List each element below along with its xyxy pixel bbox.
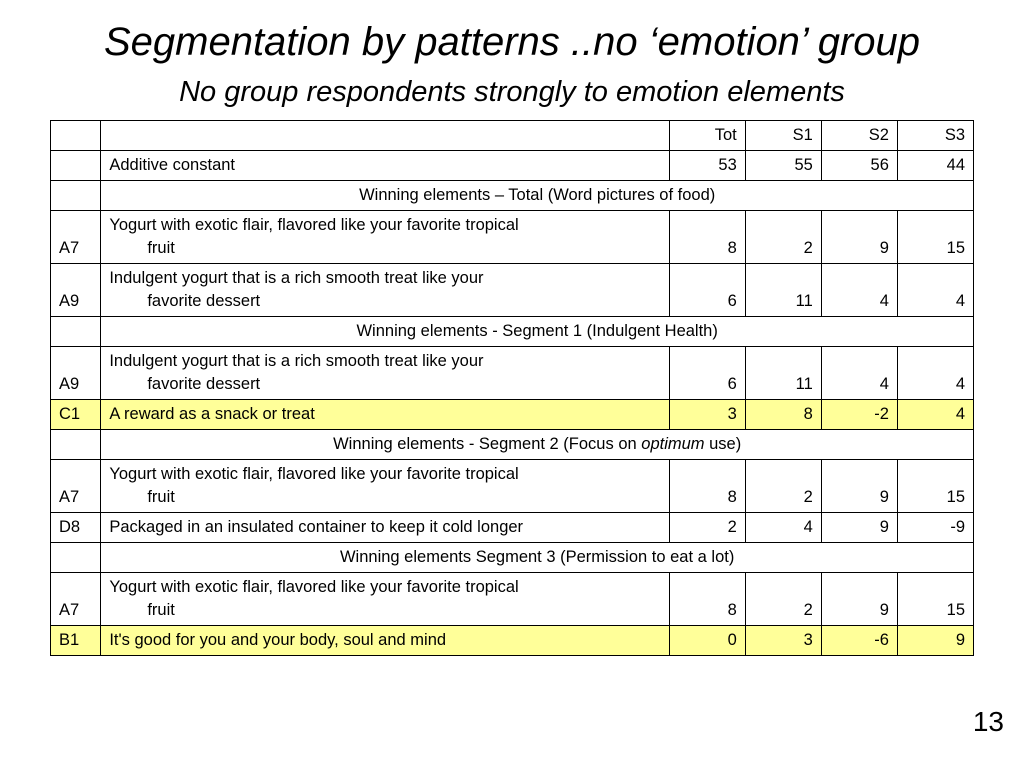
s2-cell: 9: [821, 513, 897, 543]
code-cell: [51, 151, 101, 181]
s2-cell: 4: [821, 347, 897, 400]
element-text-line2: fruit: [147, 601, 175, 619]
tot-cell: 6: [669, 347, 745, 400]
element-text: A reward as a snack or treat: [101, 400, 669, 430]
s2-cell: -2: [821, 400, 897, 430]
header-tot: Tot: [669, 121, 745, 151]
s3-cell: 15: [897, 211, 973, 264]
element-text-line2: favorite dessert: [147, 375, 261, 393]
s3-cell: 9: [897, 626, 973, 656]
s1-cell: 4: [745, 513, 821, 543]
element-code: A9: [51, 264, 101, 317]
element-code: A7: [51, 211, 101, 264]
element-text-line1: Yogurt with exotic flair, flavored like your favorite tropical: [109, 465, 519, 483]
tot-cell: 3: [669, 400, 745, 430]
section-header-row: [51, 543, 974, 573]
element-text-line1: Yogurt with exotic flair, flavored like your favorite tropical: [109, 578, 519, 596]
section-seg2-suffix: use): [704, 435, 742, 453]
table-row: [51, 460, 974, 513]
s1-cell: 2: [745, 573, 821, 626]
header-row: [51, 121, 974, 151]
highlighted-row: [51, 626, 974, 656]
s1-cell: 3: [745, 626, 821, 656]
s1-cell: 2: [745, 460, 821, 513]
s2-cell: 9: [821, 460, 897, 513]
s1-cell: 11: [745, 347, 821, 400]
tot-cell: 53: [669, 151, 745, 181]
section-seg2-label: [101, 430, 974, 460]
table-row: [51, 347, 974, 400]
section-total-label: Winning elements – Total (Word pictures of food): [101, 181, 974, 211]
element-text: It's good for you and your body, soul and mind: [101, 626, 669, 656]
section-seg2-prefix: Winning elements - Segment 2 (Focus on: [333, 435, 642, 453]
element-code: D8: [51, 513, 101, 543]
element-text: [101, 211, 669, 264]
element-code: C1: [51, 400, 101, 430]
element-text-line1: Indulgent yogurt that is a rich smooth treat like your: [109, 352, 484, 370]
code-cell: [51, 543, 101, 573]
code-cell: [51, 181, 101, 211]
table-row: [51, 573, 974, 626]
code-cell: [51, 430, 101, 460]
results-table: [50, 120, 974, 656]
element-text-line2: fruit: [147, 488, 175, 506]
header-s1: S1: [745, 121, 821, 151]
s1-cell: 11: [745, 264, 821, 317]
s3-cell: -9: [897, 513, 973, 543]
tot-cell: 0: [669, 626, 745, 656]
element-code: B1: [51, 626, 101, 656]
additive-constant-row: [51, 151, 974, 181]
s2-cell: 4: [821, 264, 897, 317]
element-text-line2: favorite dessert: [147, 292, 261, 310]
section-seg3-label: Winning elements Segment 3 (Permission to eat a lot): [101, 543, 974, 573]
header-text-cell: [101, 121, 669, 151]
tot-cell: 8: [669, 573, 745, 626]
s3-cell: 15: [897, 460, 973, 513]
table-row: [51, 211, 974, 264]
header-code-cell: [51, 121, 101, 151]
section-header-row: [51, 430, 974, 460]
s1-cell: 8: [745, 400, 821, 430]
section-seg1-label: Winning elements - Segment 1 (Indulgent Health): [101, 317, 974, 347]
tot-cell: 8: [669, 211, 745, 264]
table-row: [51, 264, 974, 317]
element-text: [101, 573, 669, 626]
element-code: A9: [51, 347, 101, 400]
element-text: [101, 347, 669, 400]
table-row: [51, 513, 974, 543]
highlighted-row: [51, 400, 974, 430]
element-text: [101, 460, 669, 513]
tot-cell: 6: [669, 264, 745, 317]
element-text: Packaged in an insulated container to keep it cold longer: [101, 513, 669, 543]
tot-cell: 8: [669, 460, 745, 513]
element-code: A7: [51, 460, 101, 513]
section-header-row: [51, 317, 974, 347]
s1-cell: 55: [745, 151, 821, 181]
slide-subtitle: No group respondents strongly to emotion elements: [179, 76, 845, 108]
slide-title: Segmentation by patterns ..no ‘emotion’ group: [103, 20, 921, 64]
element-text: [101, 264, 669, 317]
s3-cell: 4: [897, 347, 973, 400]
s3-cell: 44: [897, 151, 973, 181]
header-s2: S2: [821, 121, 897, 151]
section-header-row: [51, 181, 974, 211]
s3-cell: 15: [897, 573, 973, 626]
s2-cell: -6: [821, 626, 897, 656]
code-cell: [51, 317, 101, 347]
page-number: 13: [972, 706, 1004, 737]
s2-cell: 9: [821, 573, 897, 626]
tot-cell: 2: [669, 513, 745, 543]
s3-cell: 4: [897, 400, 973, 430]
element-text-line1: Indulgent yogurt that is a rich smooth treat like your: [109, 269, 484, 287]
s2-cell: 56: [821, 151, 897, 181]
element-text-line1: Yogurt with exotic flair, flavored like your favorite tropical: [109, 216, 519, 234]
section-seg2-italic: optimum: [641, 435, 705, 453]
element-text-line2: fruit: [147, 239, 175, 257]
s2-cell: 9: [821, 211, 897, 264]
header-s3: S3: [897, 121, 973, 151]
additive-constant-label: Additive constant: [101, 151, 669, 181]
s1-cell: 2: [745, 211, 821, 264]
s3-cell: 4: [897, 264, 973, 317]
element-code: A7: [51, 573, 101, 626]
